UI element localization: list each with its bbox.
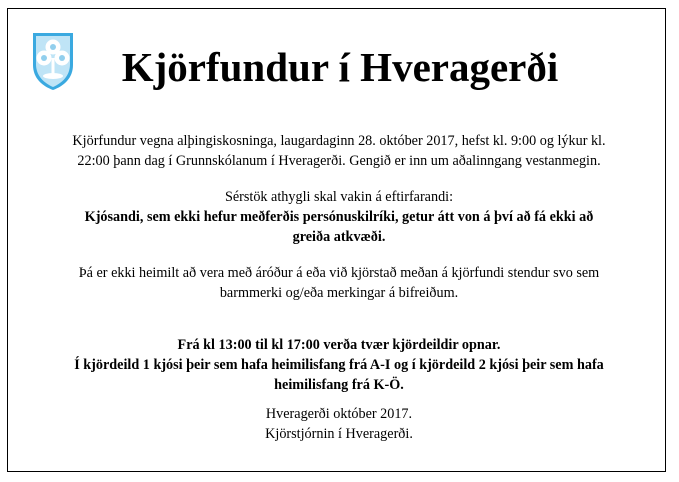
- campaign-rule-line: Þá er ekki heimilt að vera með áróður á eða við kjörstað meðan á kjörfundi stendur svo sem: [78, 265, 600, 281]
- divisions-paragraph: [30, 335, 648, 395]
- intro-line: Kjörfundur vegna alþingiskosninga, laugardaginn 28. október 2017, hefst kl. 9:00 og lýkur kl.: [72, 133, 606, 149]
- campaign-rule-line: barmmerki og/eða merkingar á bifreiðum.: [219, 285, 459, 301]
- signature-date: Hveragerði október 2017.: [265, 406, 413, 422]
- page-title: Kjörfundur í Hveragerði: [121, 44, 559, 90]
- intro-line: 22:00 þann dag í Grunnskólanum í Hveragerði. Gengið er inn um aðalinngang vestanmegin.: [77, 153, 601, 169]
- divisions-line: Í kjördeild 1 kjósi þeir sem hafa heimilisfang frá A-I og í kjördeild 2 kjósi þeir sem hafa: [74, 357, 604, 373]
- attention-heading: Sérstök athygli skal vakin á eftirfarandi:: [224, 189, 454, 205]
- attention-line: Kjósandi, sem ekki hefur meðferðis persónuskilríki, getur átt von á því að fá ekki að: [84, 209, 594, 225]
- attention-line: greiða atkvæði.: [292, 229, 386, 245]
- signature-authority: Kjörstjórnin í Hveragerði.: [265, 426, 413, 442]
- divisions-line: Frá kl 13:00 til kl 17:00 verða tvær kjördeildir opnar.: [177, 337, 501, 353]
- divisions-line: heimilisfang frá K-Ö.: [274, 377, 404, 393]
- intro-paragraph: [30, 131, 648, 171]
- campaign-rule-paragraph: [30, 263, 648, 303]
- hveragerdi-coat-of-arms-icon: [30, 31, 76, 91]
- signature-block: [30, 404, 648, 444]
- attention-paragraph: [30, 187, 648, 247]
